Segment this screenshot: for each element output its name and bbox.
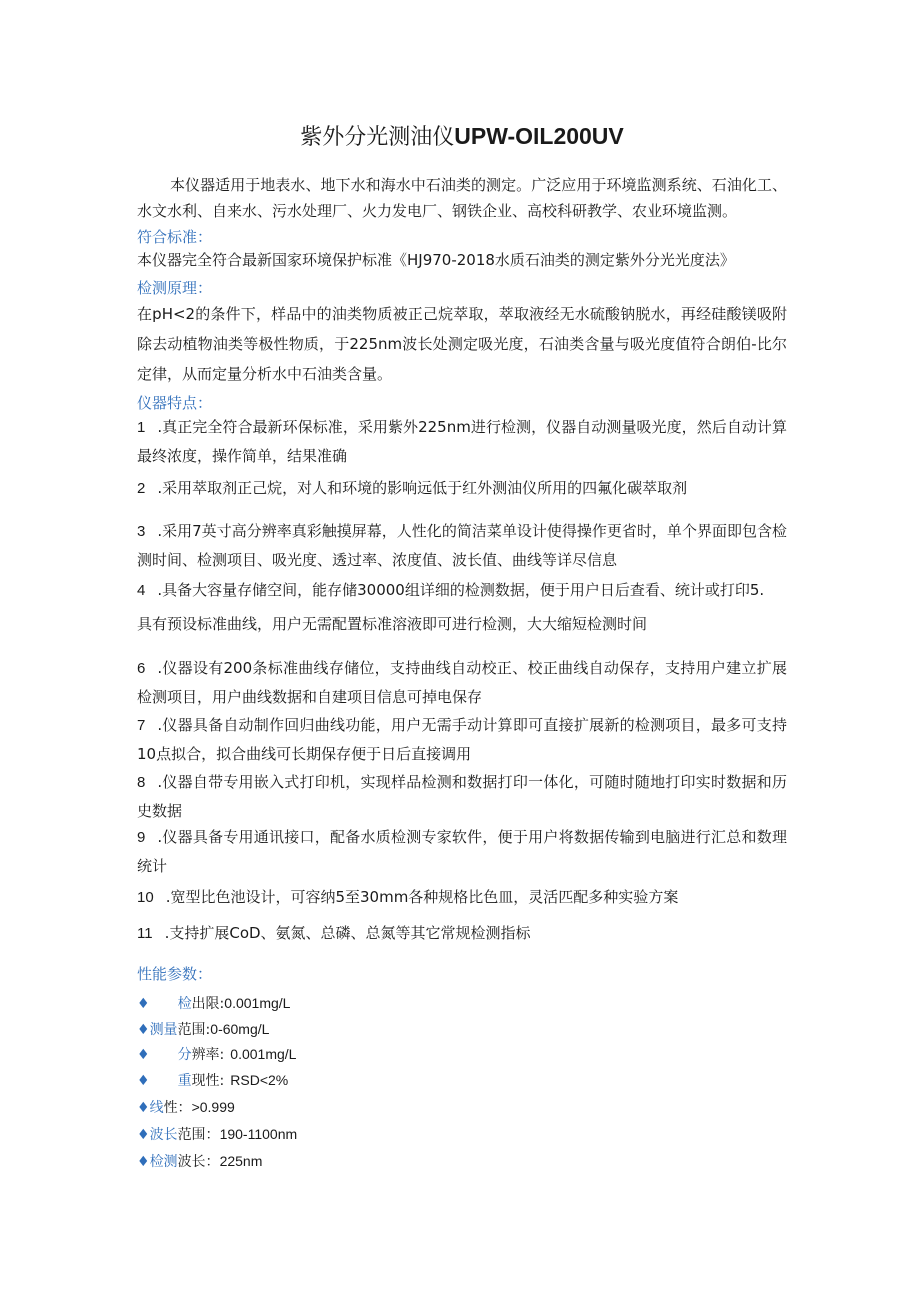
diamond-bullet-icon: ♦: [137, 996, 150, 1012]
standard-heading: 符合标准：: [137, 228, 213, 246]
feature-text: .仪器自带专用嵌入式打印机，实现样品检测和数据打印一体化，可随时随地打印实时数据和历史数据: [137, 773, 787, 820]
param-item: [137, 1069, 288, 1092]
param-label: 范围：: [177, 1127, 220, 1143]
feature-text: 具有预设标准曲线，用户无需配置标准溶液即可进行检测，大大缩短检测时间: [137, 615, 648, 633]
features-heading: 仪器特点：: [137, 394, 213, 412]
param-label-accent: 线: [149, 1100, 164, 1116]
param-item: [137, 992, 290, 1015]
feature-item: [137, 919, 787, 948]
param-value: 0.001mg/L: [224, 995, 291, 1011]
feature-item: [137, 654, 787, 711]
feature-item: [137, 517, 787, 574]
feature-number: 6: [137, 660, 146, 677]
feature-item: [137, 610, 787, 638]
feature-item: [137, 576, 787, 605]
feature-number: 1: [137, 419, 146, 436]
title-model: UPW-OIL200UV: [454, 123, 624, 149]
feature-item: [137, 883, 787, 912]
param-label-accent: 测量: [149, 1022, 178, 1038]
param-label: 波长：: [177, 1154, 220, 1170]
param-value: 225nm: [219, 1153, 263, 1169]
feature-number: 7: [137, 717, 146, 734]
page-title: [137, 120, 787, 151]
feature-text: .仪器具备自动制作回归曲线功能，用户无需手动计算即可直接扩展新的检测项目，最多可支持10点拟合，拟合曲线可长期保存便于日后直接调用: [137, 716, 787, 763]
feature-item: [137, 413, 787, 470]
standard-text: 本仪器完全符合最新国家环境保护标准《HJ970-2018水质石油类的测定紫外分光光度法》: [137, 251, 735, 269]
diamond-bullet-icon: ♦: [137, 1154, 150, 1170]
param-label: 现性:: [191, 1073, 225, 1089]
feature-text: .具备大容量存储空间，能存储30000组详细的检测数据，便于用户日后查看、统计或打印5.: [157, 581, 765, 599]
feature-text: .仪器具备专用通讯接口，配备水质检测专家软件，便于用户将数据传输到电脑进行汇总和数理统计: [137, 828, 787, 875]
param-label-accent: 分: [177, 1047, 192, 1063]
feature-number: 3: [137, 523, 146, 540]
feature-text: .采用萃取剂正己烷，对人和环境的影响远低于红外测油仪所用的四氟化碳萃取剂: [157, 479, 688, 497]
diamond-bullet-icon: ♦: [137, 1100, 150, 1116]
param-label-accent: 检: [177, 996, 192, 1012]
param-item: [137, 1123, 297, 1146]
feature-number: 11: [137, 925, 153, 942]
param-label: 辨率:: [191, 1047, 225, 1063]
param-value: 0-60mg/L: [210, 1021, 270, 1037]
param-label-accent: 波长: [149, 1127, 178, 1143]
param-label: 性：: [163, 1100, 192, 1116]
param-item: [137, 1096, 235, 1119]
feature-item: [137, 474, 787, 503]
feature-text: .支持扩展CoD、氨氮、总磷、总氮等其它常规检测指标: [164, 924, 531, 942]
feature-number: 8: [137, 774, 146, 791]
feature-item: [137, 711, 787, 768]
feature-item: [137, 768, 787, 825]
principle-heading: 检测原理：: [137, 279, 213, 297]
feature-text: .真正完全符合最新环保标准，采用紫外225nm进行检测，仪器自动测量吸光度，然后自动计算最终浓度，操作简单，结果准确: [137, 418, 787, 465]
param-label: 出限:: [191, 996, 225, 1012]
param-item: [137, 1150, 262, 1173]
feature-number: 4: [137, 582, 146, 599]
feature-text: .采用7英寸高分辨率真彩触摸屏幕，人性化的简洁菜单设计使得操作更省时，单个界面即包含检测时间、检测项目、吸光度、透过率、浓度值、波长值、曲线等详尽信息: [137, 522, 787, 569]
param-label-accent: 重: [177, 1073, 192, 1089]
feature-text: .仪器设有200条标准曲线存储位，支持曲线自动校正、校正曲线自动保存，支持用户建立扩展检测项目，用户曲线数据和自建项目信息可掉电保存: [137, 659, 787, 706]
params-heading: 性能参数：: [137, 965, 213, 983]
param-item: [137, 1018, 269, 1041]
principle-text: 在pH<2的条件下，样品中的油类物质被正己烷萃取，萃取液经无水硫酸钠脱水，再经硅酸镁吸附除去动植物油类等极性物质，于225nm波长处测定吸光度，石油类含量与吸光度值符合朗伯-比尔定律，从而定量分析水中石油类含量。: [137, 305, 787, 383]
diamond-bullet-icon: ♦: [137, 1127, 150, 1143]
param-label: 范围:: [177, 1022, 211, 1038]
feature-number: 9: [137, 829, 146, 846]
diamond-bullet-icon: ♦: [137, 1073, 150, 1089]
param-value: RSD<2%: [230, 1072, 289, 1088]
diamond-bullet-icon: ♦: [137, 1022, 150, 1038]
feature-item: [137, 823, 787, 880]
param-value: 0.001mg/L: [230, 1046, 297, 1062]
param-value: 190-1100nm: [219, 1126, 298, 1142]
param-item: [137, 1043, 296, 1066]
feature-text: .宽型比色池设计，可容纳5至30mm各种规格比色皿，灵活匹配多种实验方案: [165, 888, 679, 906]
title-prefix: 紫外分光测油仪: [300, 125, 455, 150]
param-label-accent: 检测: [149, 1154, 178, 1170]
diamond-bullet-icon: ♦: [137, 1047, 150, 1063]
feature-number: 2: [137, 480, 146, 497]
feature-number: 10: [137, 889, 154, 906]
param-value: >0.999: [191, 1099, 235, 1115]
intro-paragraph: 本仪器适用于地表水、地下水和海水中石油类的测定。广泛应用于环境监测系统、石油化工、水文水利、自来水、污水处理厂、火力发电厂、钢铁企业、高校科研教学、农业环境监测。: [137, 176, 787, 220]
